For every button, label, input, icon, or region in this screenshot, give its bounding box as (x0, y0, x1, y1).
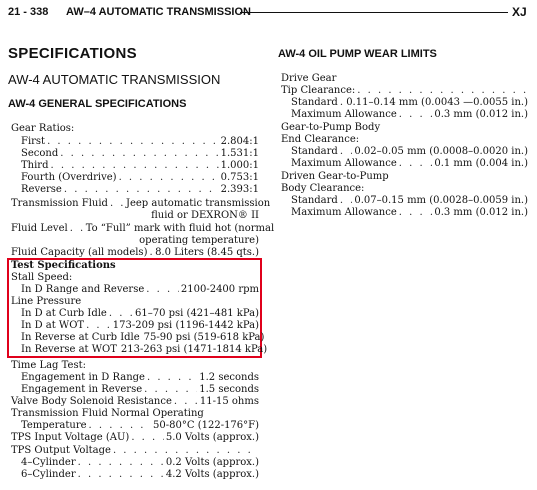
spec-label: Temperature (21, 420, 87, 431)
spec-label: Second (21, 148, 59, 159)
spec-row (11, 469, 259, 481)
spec-label: TPS Output Voltage (11, 445, 111, 456)
spec-label: Engagement in D Range (21, 372, 145, 383)
leader-dots (60, 148, 218, 160)
spec-row (11, 198, 271, 210)
leader-dots (357, 85, 526, 97)
leader-dots (146, 284, 179, 296)
group-subtitle: End Clearance: (281, 134, 360, 145)
spec-row (11, 384, 259, 396)
spec-row (281, 85, 528, 97)
leader-dots (47, 136, 219, 148)
spec-value: 0.07–0.15 mm (0.0028–0.0059 in.) (354, 195, 528, 206)
spec-label: Maximum Allowance (291, 207, 397, 218)
spec-row (11, 148, 259, 160)
spec-value: 1.531:1 (220, 148, 259, 159)
spec-row (281, 207, 528, 219)
spec-value: 11-15 ohms (199, 396, 259, 407)
spec-row (11, 320, 259, 332)
spec-row (11, 420, 259, 432)
leader-dots (174, 396, 198, 408)
spec-value: Jeep automatic transmission (125, 198, 271, 209)
spec-label: In D at Curb Idle (21, 308, 107, 319)
group-title: Gear-to-Pump Body (281, 122, 381, 133)
leader-dots (86, 320, 111, 332)
stall-speed-label: Stall Speed: (11, 272, 73, 283)
spec-label: Engagement in Reverse (21, 384, 143, 395)
leader-dots (110, 198, 124, 210)
leader-dots (78, 469, 164, 481)
leader-dots (399, 109, 433, 121)
spec-value: 213-263 psi (1471-1814 kPa) (120, 344, 268, 355)
spec-row (11, 372, 259, 384)
oil-pump-heading: AW-4 OIL PUMP WEAR LIMITS (278, 48, 437, 60)
spec-value: 173-209 psi (1196-1442 kPa) (112, 320, 259, 331)
spec-value: 61–70 psi (421–481 kPa) (135, 308, 259, 319)
spec-row (11, 308, 259, 320)
spec-row (11, 136, 259, 148)
group-title: Driven Gear-to-Pump (281, 171, 389, 182)
spec-label: Standard (291, 97, 338, 108)
spec-value: 0.753:1 (220, 172, 259, 183)
running-header-title: AW–4 AUTOMATIC TRANSMISSION (66, 6, 251, 18)
spec-label: 6–Cylinder (21, 469, 76, 480)
spec-row (11, 284, 259, 296)
spec-row (11, 396, 259, 408)
spec-value: 0.3 mm (0.012 in.) (434, 109, 528, 120)
spec-label: Maximum Allowance (291, 158, 397, 169)
leader-dots (119, 172, 219, 184)
line-pressure-label: Line Pressure (11, 296, 82, 307)
time-lag-label: Time Lag Test: (11, 360, 86, 371)
spec-value: 2.393:1 (220, 184, 259, 195)
leader-dots (89, 420, 152, 432)
spec-row (281, 195, 528, 207)
leader-dots (340, 195, 353, 207)
spec-label: Reverse (21, 184, 62, 195)
page-heading: SPECIFICATIONS (8, 45, 137, 62)
spec-label: Maximum Allowance (291, 109, 397, 120)
spec-value: 8.0 Liters (8.45 qts.) (155, 247, 259, 258)
spec-row (11, 332, 265, 344)
spec-value-continued: fluid or DEXRON® II (151, 210, 259, 221)
spec-value: To “Full” mark with fluid hot (normal (85, 223, 275, 234)
spec-value: 75-90 psi (519-618 kPa) (143, 332, 265, 343)
spec-row (281, 146, 528, 158)
spec-label: Valve Body Solenoid Resistance (11, 396, 172, 407)
spec-value: 0.3 mm (0.012 in.) (434, 207, 528, 218)
leader-dots (78, 457, 164, 469)
spec-value-continued: operating temperature) (139, 235, 259, 246)
spec-row (11, 184, 259, 196)
spec-value: 50-80°C (122-176°F) (153, 420, 259, 431)
spec-label: In D Range and Reverse (21, 284, 145, 295)
leader-dots (399, 158, 433, 170)
spec-label: 4–Cylinder (21, 457, 76, 468)
group-title: Drive Gear (281, 73, 337, 84)
spec-label: TPS Input Voltage (AU) (11, 432, 130, 443)
leader-dots (64, 184, 219, 196)
spec-row (11, 172, 259, 184)
spec-value: 1.5 seconds (199, 384, 259, 395)
spec-label: Tip Clearance: (281, 85, 356, 96)
leader-dots (113, 445, 257, 457)
vehicle-code: XJ (512, 5, 527, 19)
leader-dots (340, 146, 353, 158)
spec-label: Fluid Level (11, 223, 68, 234)
leader-dots (131, 432, 164, 444)
spec-label: Fourth (Overdrive) (21, 172, 117, 183)
general-spec-heading: AW-4 GENERAL SPECIFICATIONS (8, 98, 187, 110)
spec-row (281, 109, 528, 121)
gear-ratios-label: Gear Ratios: (11, 123, 75, 134)
spec-row (11, 223, 275, 235)
spec-row (281, 158, 528, 170)
spec-row (281, 97, 528, 109)
header-rule (240, 12, 508, 13)
spec-row (11, 445, 259, 457)
leader-dots (144, 384, 197, 396)
spec-value: 4.2 Volts (approx.) (165, 469, 259, 480)
spec-label: Third (21, 160, 49, 171)
page-number: 21 - 338 (8, 6, 49, 18)
spec-value: 5.0 Volts (approx.) (165, 432, 259, 443)
section-subheading: AW-4 AUTOMATIC TRANSMISSION (8, 72, 221, 87)
spec-value: 1.2 seconds (199, 372, 259, 383)
spec-label: Standard (291, 146, 338, 157)
spec-label: Fluid Capacity (all models) (11, 247, 148, 258)
spec-label: In Reverse at WOT (21, 344, 117, 355)
spec-row (11, 432, 259, 444)
leader-dots (70, 223, 84, 235)
leader-dots (340, 97, 344, 109)
spec-value: 0.1 mm (0.004 in.) (434, 158, 528, 169)
spec-value: 0.02–0.05 mm (0.0008–0.0020 in.) (354, 146, 528, 157)
group-subtitle: Body Clearance: (281, 183, 365, 194)
leader-dots (399, 207, 433, 219)
spec-label: In D at WOT (21, 320, 85, 331)
spec-value: 0.2 Volts (approx.) (165, 457, 259, 468)
temperature-group-label: Transmission Fluid Normal Operating (11, 408, 204, 419)
spec-label: Standard (291, 195, 338, 206)
spec-row (11, 160, 259, 172)
spec-label: First (21, 136, 46, 147)
spec-label: Transmission Fluid (11, 198, 108, 209)
spec-label: In Reverse at Curb Idle (21, 332, 140, 343)
leader-dots (109, 308, 133, 320)
leader-dots (147, 372, 197, 384)
spec-value: 1.000:1 (220, 160, 259, 171)
test-specs-title: Test Specifications (11, 260, 116, 271)
spec-row (11, 344, 268, 356)
spec-row (11, 457, 259, 469)
spec-value: 2.804:1 (220, 136, 259, 147)
leader-dots (51, 160, 219, 172)
spec-value: 2100-2400 rpm (180, 284, 259, 295)
spec-value: 0.11–0.14 mm (0.0043 —0.0055 in.) (346, 97, 528, 108)
